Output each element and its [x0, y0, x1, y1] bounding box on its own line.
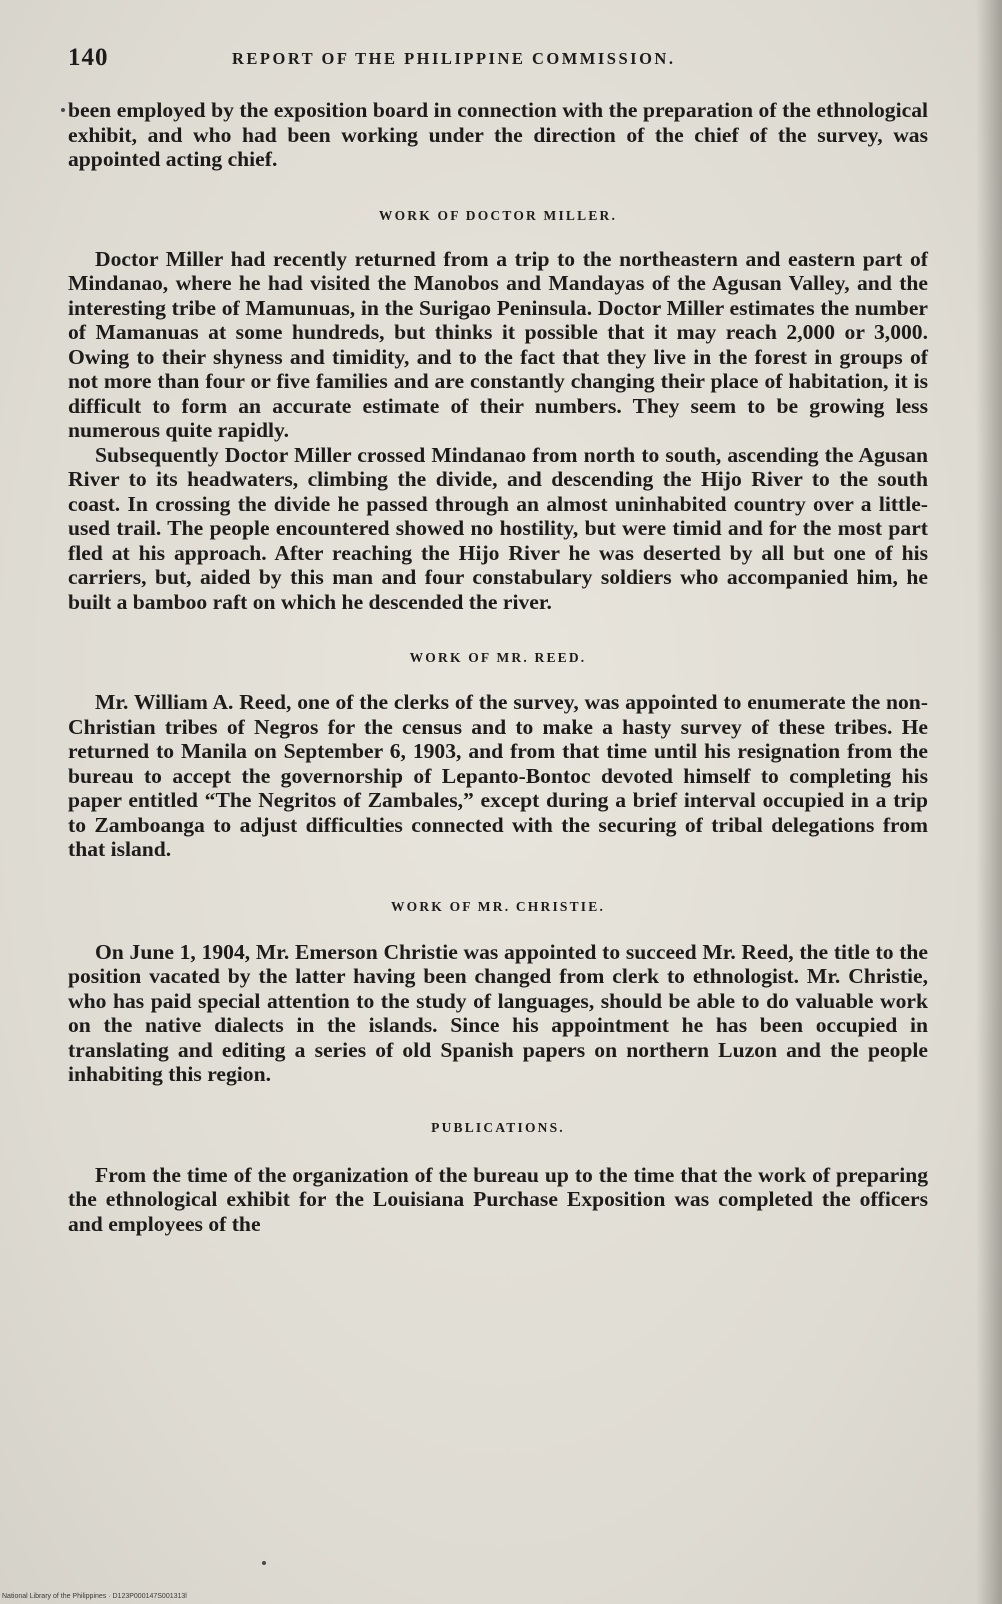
page-edge-shadow — [976, 0, 1002, 1604]
section-heading-reed: WORK OF MR. REED. — [409, 650, 587, 665]
section-heading-miller: WORK OF DOCTOR MILLER. — [378, 207, 618, 223]
paragraph-reed-1: Mr. William A. Reed, one of the clerks of the survey, was appointed to enumerate the non-Christian tribes of Negros for the census and to make a hasty survey of these tribes. He returned to Manila on September 6, 1903, and from that time until his resignation from the bureau to accept the governorship of Lepanto-Bontoc devoted himself to completing his paper entitled “The Negritos of Zambales,” except during a brief interval occupied in a trip to Zamboanga to adjust difficulties connected with the securing of tribal delegations from that island. — [68, 690, 928, 861]
margin-mark — [61, 108, 65, 112]
ink-speck — [262, 1561, 266, 1565]
scan-credit: National Library of the Philippines · D123P000147S001313l — [2, 1593, 187, 1600]
section-heading-publications: PUBLICATIONS. — [431, 1119, 565, 1135]
intro-paragraph: been employed by the exposition board in connection with the preparation of the ethnological exhibit, and who had been working under the direction of the chief of the survey, was appointed acting chief. — [68, 98, 928, 171]
paragraph-miller-1: Doctor Miller had recently returned from a trip to the northeastern and eastern part of Mindanao, where he had visited the Manobos and Mandayas of the Agusan Valley, and the interesting tribe of Mamunuas, in the Surigao Peninsula. Doctor Miller estimates the number of Mamanuas at some hundreds, but thinks it possible that it may reach 2,000 or 3,000. Owing to their shyness and timidity, and to the fact that they live in the forest in groups of not more than four or five families and are constantly changing their place of habitation, it is difficult to form an accurate estimate of their numbers. They seem to be growing less numerous quite rapidly. — [68, 246, 928, 442]
paragraph-publications-1: From the time of the organization of the bureau up to the time that the work of preparing the ethnological exhibit for the Louisiana Purchase Exposition was completed the officers and employees of the — [68, 1162, 928, 1236]
page-number: 140 — [68, 44, 109, 71]
running-head: REPORT OF THE PHILIPPINE COMMISSION. — [232, 49, 676, 68]
section-heading-christie: WORK OF MR. CHRISTIE. — [390, 898, 606, 914]
paragraph-christie-1: On June 1, 1904, Mr. Emerson Christie was appointed to succeed Mr. Reed, the title to the position vacated by the latter having been changed from clerk to ethnologist. Mr. Christie, who has paid special attention to the study of languages, should be able to do valuable work on the native dialects in the islands. Since his appointment he has been occupied in translating and editing a series of old Spanish papers on northern Luzon and the people inhabiting this region. — [68, 939, 928, 1086]
page-header — [68, 44, 928, 74]
body-text — [68, 98, 928, 1236]
paragraph-miller-2: Subsequently Doctor Miller crossed Mindanao from north to south, ascending the Agusan River to its headwaters, climbing the divide, and descending the Hijo River to the south coast. In crossing the divide he passed through an almost uninhabited country over a little-used trail. The people encountered showed no hostility, but were timid and for the most part fled at his approach. After reaching the Hijo River he was deserted by all but one of his carriers, but, aided by this man and four constabulary soldiers who accompanied him, he built a bamboo raft on which he descended the river. — [68, 442, 928, 614]
